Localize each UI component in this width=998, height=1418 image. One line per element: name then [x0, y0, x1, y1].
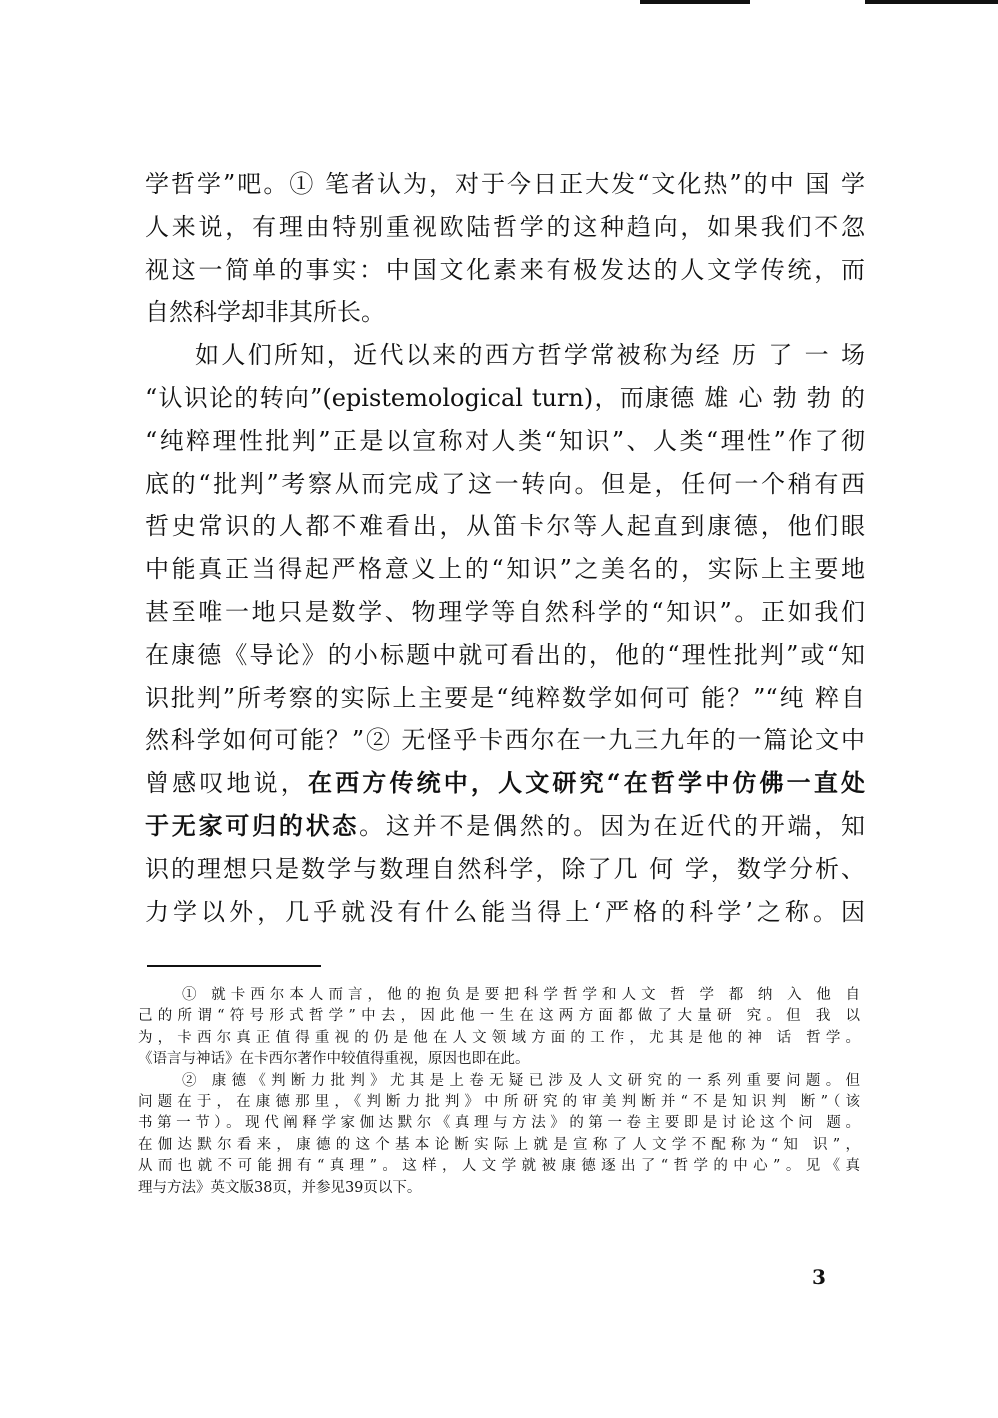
body-line-emphasis	[145, 762, 865, 805]
footnote-line: ① 就卡西尔本人而言，他的抱负是要把科学哲学和人文 哲 学 都 纳 入 他 自	[182, 987, 860, 1003]
footnote-line: 问题在于，在康德那里，《判断力批判》中所研究的审美判断并“不是知识判 断”（该	[138, 1093, 860, 1110]
footnote-line: 《语言与神话》在卡西尔著作中较值得重视，原因也即在此。	[138, 1051, 530, 1068]
body-line: 学哲学”吧。① 笔者认为，对于今日正大发“文化热”的中 国 学	[145, 170, 865, 198]
body-line-emphasis	[145, 805, 865, 848]
body-line: 人来说，有理由特别重视欧陆哲学的这种趋向，如果我们不忽	[145, 212, 865, 241]
footnote-line: 理与方法》英文版38页，并参见39页以下。	[138, 1179, 422, 1196]
body-text-run: 。这并不是偶然的。因为在近代的开端，知	[359, 811, 866, 840]
body-line: 自然科学却非其所长。	[145, 298, 385, 327]
footnote-line: ② 康德《判断力批判》尤其是上卷无疑已涉及人文研究的一系列重要问题。但	[182, 1072, 860, 1089]
body-line: “纯粹理性批判”正是以宣称对人类“知识”、人类“理性”作了彻	[145, 426, 865, 455]
footnotes	[138, 985, 860, 1199]
body-line: 识的理想只是数学与数理自然科学，除了几 何 学，数学分析、	[145, 854, 865, 883]
footnote-line: 为，卡西尔真正值得重视的仍是他在人文领域方面的工作，尤其是他的神 话 哲学。	[138, 1029, 860, 1046]
footnote-line: 从而也就不可能拥有“真理”。这样，人文学就被康德逐出了“哲学的中心”。见《真	[138, 1158, 860, 1175]
body-text	[145, 163, 865, 933]
body-line: 视这一简单的事实：中国文化素来有极发达的人文学传统，而	[145, 255, 865, 284]
body-text-run: 曾感叹地说，	[145, 769, 308, 798]
body-line: 甚至唯一地只是数学、物理学等自然科学的“知识”。正如我们	[145, 597, 865, 626]
body-line: 底的“批判”考察从而完成了这一转向。但是，任何一个稍有西	[145, 469, 865, 498]
emphasis-text: 在西方传统中，人文研究“在哲学中仿佛一直处	[307, 768, 865, 798]
footnote-line: 在伽达默尔看来，康德的这个基本论断实际上就是宣称了人文学不配称为“知 识”，	[138, 1136, 860, 1153]
body-line: “认识论的转向”(epistemological turn)，而康德 雄 心 勃 勃 的	[145, 383, 865, 412]
emphasis-text: 于无家可归的状态	[145, 810, 360, 840]
body-line: 中能真正当得起严格意义上的“知识”之美名的，实际上主要地	[145, 555, 865, 584]
footnote-line: 书第一节）。现代阐释学家伽达默尔《真理与方法》的第一卷主要即是讨论这个问 题。	[138, 1115, 860, 1132]
body-line: 然科学如何可能？”② 无怪乎卡西尔在一九三九年的一篇论文中	[145, 726, 865, 755]
top-rule-right	[865, 0, 998, 4]
footnote-line: 己的所谓“符号形式哲学”中去，因此他一生在这两方面都做了大量研 究。但 我 以	[138, 1008, 860, 1025]
top-rule-left	[640, 0, 750, 4]
body-line: 如人们所知，近代以来的西方哲学常被称为经 历 了 一 场	[195, 341, 865, 370]
page-number: 3	[812, 1265, 826, 1289]
body-line: 识批判”所考察的实际上主要是“纯粹数学如何可 能？”“纯 粹自	[145, 683, 865, 712]
body-line: 在康德《导论》的小标题中就可看出的，他的“理性批判”或“知	[145, 640, 865, 669]
footnote-separator	[147, 965, 321, 967]
body-line: 力学以外，几乎就没有什么能当得上‘严格的科学’之称。因	[145, 897, 865, 926]
body-line: 哲史常识的人都不难看出，从笛卡尔等人起直到康德，他们眼	[145, 512, 865, 541]
